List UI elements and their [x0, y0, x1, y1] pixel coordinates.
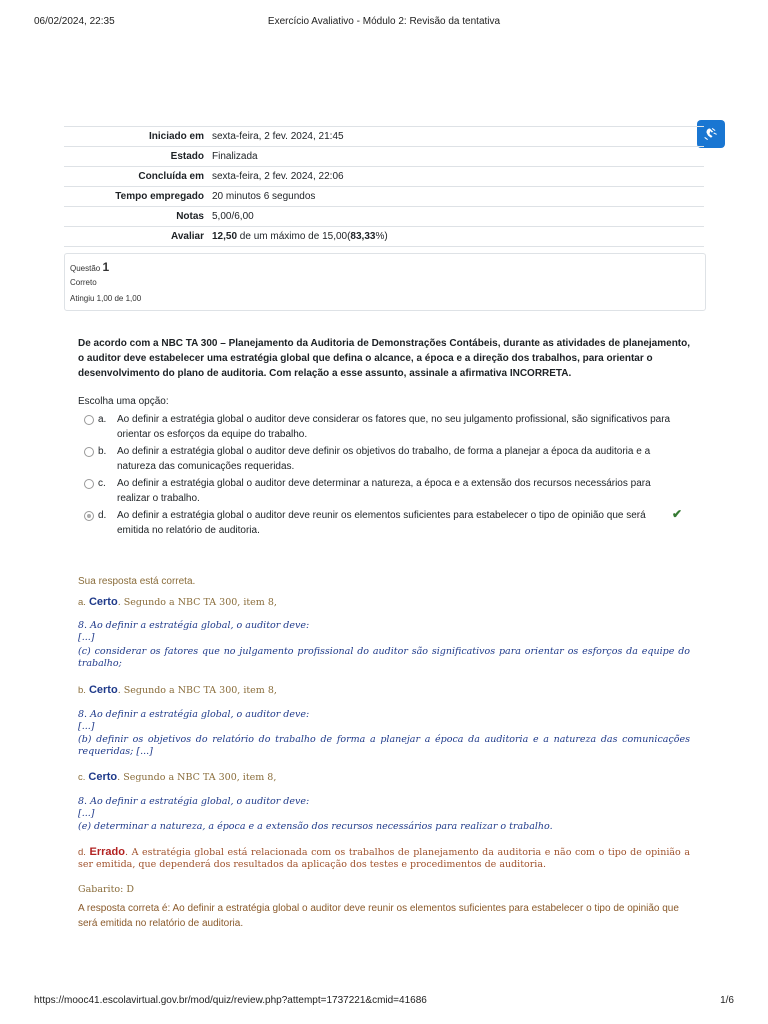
option-letter: c.	[98, 478, 106, 489]
verdict-certo: Certo	[88, 684, 118, 696]
verdict-certo: Certo	[88, 596, 118, 608]
option-text: Ao definir a estratégia global o auditor deve considerar os fatores que, no seu julgamento profissional, são significativos para orientar os esforços da equipe do trabalho.	[117, 414, 671, 440]
summary-row	[64, 227, 704, 247]
feedback-c-quote-2: [...]	[78, 808, 95, 819]
summary-row	[64, 147, 704, 167]
feedback-c-quote-3: (e) determinar a natureza, a época e a extensão dos recursos necessários para realizar o trabalho.	[78, 821, 553, 832]
feedback-a-header: a. Certo. Segundo a NBC TA 300, item 8,	[78, 596, 277, 608]
gabarito: Gabarito: D	[78, 884, 134, 895]
option-text: Ao definir a estratégia global o auditor deve definir os objetivos do trabalho, de forma a planejar a época da auditoria e a natureza das comunicações requeridas.	[117, 446, 651, 472]
print-url: https://mooc41.escolavirtual.gov.br/mod/quiz/review.php?attempt=1737221&cmid=41686	[34, 995, 427, 1006]
radio-button[interactable]	[84, 479, 94, 489]
feedback-a-quote-1: 8. Ao definir a estratégia global, o auditor deve:	[78, 620, 310, 631]
radio-button-selected[interactable]	[84, 511, 94, 521]
question-state: Correto	[70, 278, 97, 287]
verdict-errado: Errado	[89, 846, 125, 858]
summary-value: 5,00/6,00	[212, 211, 254, 222]
summary-row	[64, 207, 704, 227]
option-letter: b.	[98, 446, 107, 457]
print-datetime: 06/02/2024, 22:35	[34, 16, 115, 27]
feedback-c-header: c. Certo. Segundo a NBC TA 300, item 8,	[78, 771, 277, 783]
feedback-a-quote-3: (c) considerar os fatores que no julgamento profissional do auditor são significativos para orientar os esforços da equipe do trabalho;	[78, 646, 690, 669]
feedback-d: d. Errado. A estratégia global está relacionada com os trabalhos de planejamento da auditoria e não com o tipo de opinião a ser emitida, que dependerá dos resultados da aplicação dos testes e procedimentos de auditoria.	[78, 846, 690, 870]
right-answer: A resposta correta é: Ao definir a estratégia global o auditor deve reunir os elementos suficientes para estabelecer o tipo de opinião que será emitida no relatório de auditoria.	[78, 903, 679, 929]
score-percent: 83,33	[350, 231, 376, 242]
feedback-c-quote-1: 8. Ao definir a estratégia global, o auditor deve:	[78, 796, 310, 807]
feedback-a-quote-2: [...]	[78, 632, 95, 643]
radio-button[interactable]	[84, 447, 94, 457]
summary-row	[64, 167, 704, 187]
summary-value: 12,50 de um máximo de 15,00(83,33%)	[212, 231, 388, 242]
feedback-b-quote-2: [...]	[78, 721, 95, 732]
feedback-b-header: b. Certo. Segundo a NBC TA 300, item 8,	[78, 684, 277, 696]
option-letter: a.	[98, 414, 107, 425]
summary-value: Finalizada	[212, 151, 258, 162]
verdict-certo: Certo	[88, 771, 118, 783]
summary-row	[64, 187, 704, 207]
sign-language-icon	[702, 125, 720, 143]
radio-button[interactable]	[84, 415, 94, 425]
option-letter: d.	[98, 510, 107, 521]
correct-message: Sua resposta está correta.	[78, 576, 196, 587]
question-number: Questão 1	[70, 260, 110, 274]
summary-label: Notas	[176, 211, 204, 222]
summary-label: Estado	[170, 151, 204, 162]
print-page-number: 1/6	[720, 995, 734, 1006]
summary-label: Tempo empregado	[115, 191, 204, 202]
summary-label: Iniciado em	[148, 131, 204, 142]
score-value: 12,50	[212, 231, 238, 242]
feedback-b-quote-1: 8. Ao definir a estratégia global, o auditor deve:	[78, 709, 310, 720]
feedback-b-quote-3: (b) definir os objetivos do relatório do trabalho de forma a planejar a época da auditoria e a natureza das comunicações requeridas; [...]	[78, 734, 690, 757]
summary-value: sexta-feira, 2 fev. 2024, 22:06	[212, 171, 344, 182]
option-text: Ao definir a estratégia global o auditor deve reunir os elementos suficientes para estabelecer o tipo de opinião que será emitida no relatório de auditoria.	[117, 510, 646, 536]
print-page-title: Exercício Avaliativo - Módulo 2: Revisão da tentativa	[267, 16, 501, 27]
check-icon: ✔	[672, 507, 683, 521]
attempt-summary-table	[64, 126, 704, 247]
question-text: De acordo com a NBC TA 300 – Planejamento da Auditoria de Demonstrações Contábeis, durante as atividades de planejamento, o auditor deve estabelecer uma estratégia global que defina o alcance, a época e a direção dos trabalhos, para orientar o desenvolvimento do plano de auditoria. Com relação a esse assunto, assinale a afirmativa INCORRETA.	[78, 338, 691, 379]
option-text: Ao definir a estratégia global o auditor deve determinar a natureza, a época e a extensão dos recursos necessários para realizar o trabalho.	[117, 478, 651, 504]
question-grade: Atingiu 1,00 de 1,00	[70, 294, 142, 303]
choose-option-prompt: Escolha uma opção:	[78, 396, 169, 407]
summary-value: 20 minutos 6 segundos	[212, 191, 316, 202]
question-info-box	[64, 253, 706, 311]
summary-label: Concluída em	[138, 171, 204, 182]
summary-value: sexta-feira, 2 fev. 2024, 21:45	[212, 131, 344, 142]
summary-label: Avaliar	[171, 231, 204, 242]
summary-row	[64, 127, 704, 147]
